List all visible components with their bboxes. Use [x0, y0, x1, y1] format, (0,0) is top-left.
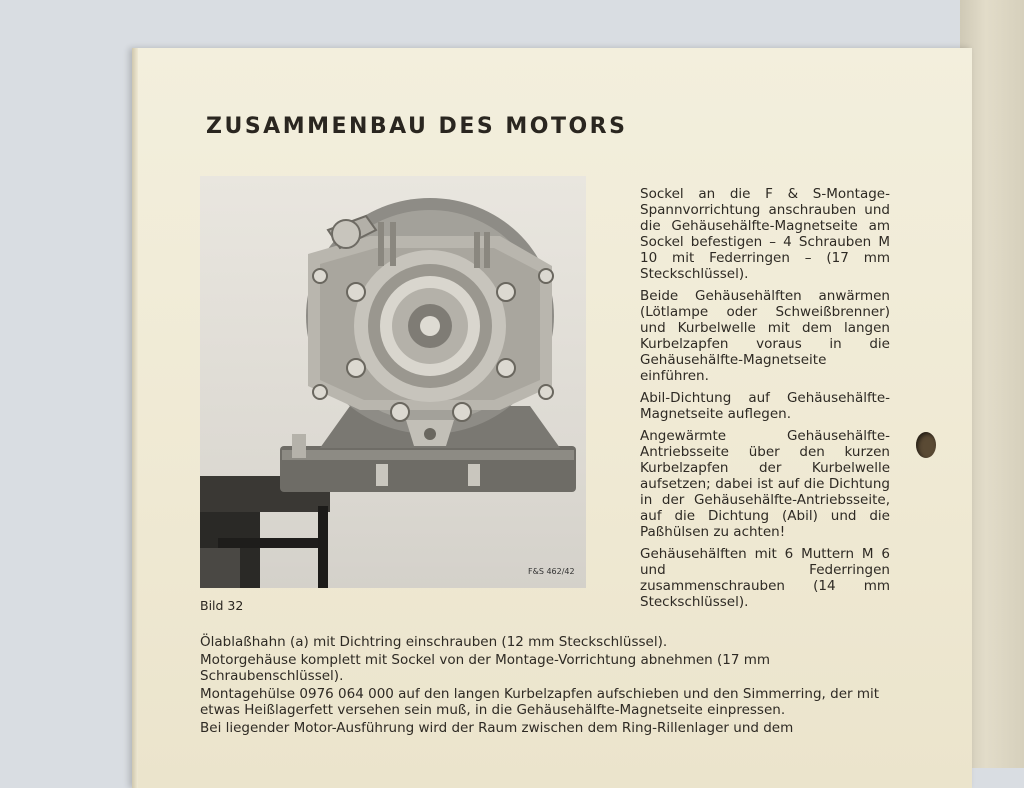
page-edge [132, 48, 138, 788]
paragraph: Abil-Dichtung auf Gehäusehälfte-Magnetseite auflegen. [640, 390, 890, 422]
paragraph: Bei liegender Motor-Ausführung wird der Raum zwischen dem Ring-Rillenlager und dem [200, 720, 794, 736]
figure-code: F&S 462/42 [528, 567, 575, 576]
motor-illustration [200, 176, 586, 588]
page-title: ZUSAMMENBAU DES MOTORS [206, 114, 628, 139]
paragraph: Gehäusehälften mit 6 Muttern M 6 und Federringen zusammenschrauben (14 mm Steckschlüssel). [640, 546, 890, 610]
manual-page [132, 48, 972, 788]
paragraph: Motorgehäuse komplett mit Sockel von der Montage-Vorrichtung abnehmen (17 mm Schraubenschlüssel). [200, 652, 771, 684]
paragraph: Angewärmte Gehäusehälfte-Antriebsseite über den kurzen Kurbelzapfen der Kurbelwelle aufsetzen; dabei ist auf die Dichtung in der Gehäusehälfte-Antriebsseite, auf die Dichtung (Abil) und die Paßhülsen zu achten! [640, 428, 890, 540]
paragraph: Montagehülse 0976 064 000 auf den langen Kurbelzapfen aufschieben und den Simmerring, der mit etwas Heißlagerfett versehen sein muß, in die Gehäusehälfte-Magnetseite einpressen. [200, 686, 880, 718]
paragraph: Sockel an die F & S-Montage-Spannvorrichtung anschrauben und die Gehäusehälfte-Magnetseite am Sockel befestigen – 4 Schrauben M 10 mit Federringen – (17 mm Steckschlüssel). [640, 186, 890, 282]
motor-photo [200, 176, 586, 588]
figure-caption: Bild 32 [200, 598, 244, 613]
right-column-text [640, 186, 890, 616]
binder-hole-1 [916, 432, 936, 458]
bottom-text [200, 634, 880, 738]
paragraph: Beide Gehäusehälften anwärmen (Lötlampe oder Schweißbrenner) und Kurbelwelle mit dem langen Kurbelzapfen voraus in die Gehäusehälfte-Magnetseite einführen. [640, 288, 890, 384]
paragraph: Ölablaßhahn (a) mit Dichtring einschrauben (12 mm Steckschlüssel). [200, 634, 668, 650]
